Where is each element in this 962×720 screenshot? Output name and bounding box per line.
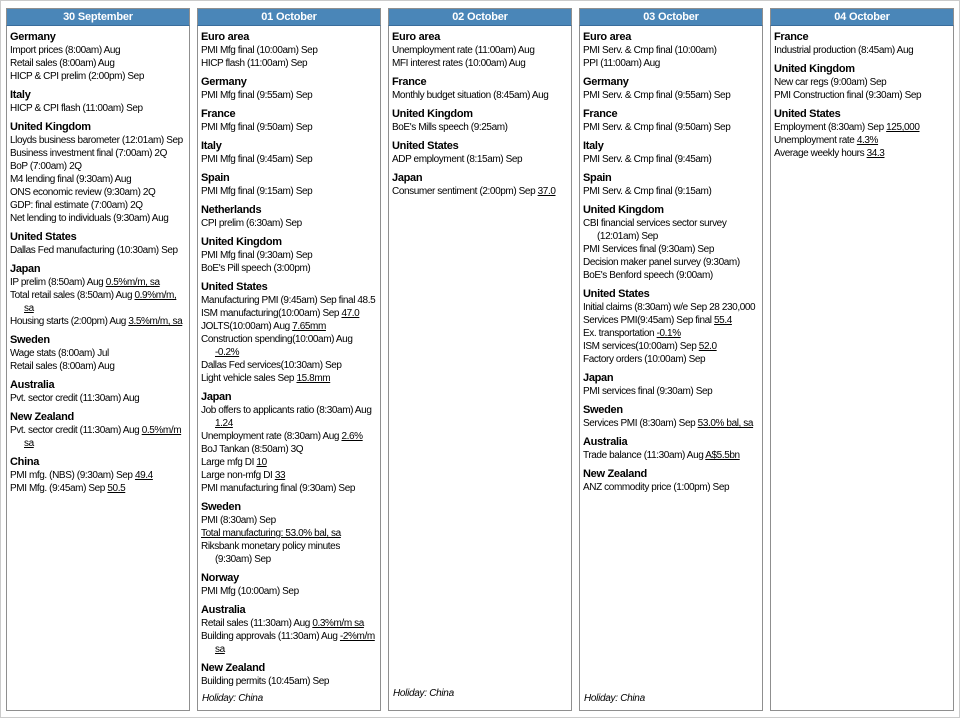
event-line [10, 244, 186, 257]
event-line [10, 276, 186, 289]
event-line [392, 121, 568, 134]
event-line [583, 217, 759, 243]
country-section [201, 140, 377, 166]
event-line [201, 469, 377, 482]
country-heading: Italy [201, 140, 222, 152]
country-heading: France [774, 31, 809, 43]
event-line [583, 57, 759, 70]
country-heading: Australia [10, 379, 55, 391]
country-section [201, 604, 377, 656]
event-text: PMI mfg. (NBS) (9:30am) Sep [10, 470, 133, 481]
event-line [10, 347, 186, 360]
event-line [201, 443, 377, 456]
event-text: PMI Serv. & Cmp final (9:45am) [583, 154, 712, 165]
event-line [583, 417, 759, 430]
country-heading: Spain [201, 172, 230, 184]
event-text: Riksbank monetary policy minutes (9:30am) Sep [201, 541, 340, 565]
country-heading: United Kingdom [774, 63, 855, 75]
event-value: 0.9%m/m, sa [24, 290, 177, 314]
event-text: Average weekly hours [774, 148, 865, 159]
event-line [10, 199, 186, 212]
country-heading: Italy [10, 89, 31, 101]
event-line [583, 353, 759, 366]
event-text: Trade balance (11:30am) Aug [583, 450, 704, 461]
event-text: PMI Serv. & Cmp final (9:15am) [583, 186, 712, 197]
country-section [10, 379, 186, 405]
country-heading: France [583, 108, 618, 120]
country-section [201, 281, 377, 385]
event-text: ADP employment (8:15am) Sep [392, 154, 523, 165]
event-text: PMI Mfg final (9:50am) Sep [201, 122, 313, 133]
event-text: Building approvals (11:30am) Aug [201, 631, 338, 642]
event-line [583, 153, 759, 166]
event-text: Industrial production (8:45am) Aug [774, 45, 914, 56]
country-heading: United Kingdom [10, 121, 91, 133]
country-heading: New Zealand [583, 468, 647, 480]
event-line [10, 134, 186, 147]
event-line [10, 173, 186, 186]
event-text: Unemployment rate (11:00am) Aug [392, 45, 535, 56]
country-section [583, 140, 759, 166]
event-line [201, 44, 377, 57]
event-text: HICP & CPI flash (11:00am) Sep [10, 103, 143, 114]
country-heading: New Zealand [10, 411, 74, 423]
event-line [583, 256, 759, 269]
country-heading: Germany [583, 76, 629, 88]
country-heading: France [201, 108, 236, 120]
country-heading: Australia [201, 604, 246, 616]
event-line [583, 89, 759, 102]
holiday-note: Holiday: China [584, 693, 645, 704]
country-section [10, 121, 186, 225]
event-line [201, 217, 377, 230]
holiday-note: Holiday: China [393, 688, 454, 699]
country-heading: Euro area [583, 31, 632, 43]
day-column-30-september [6, 8, 190, 711]
country-section [583, 404, 759, 430]
event-line [201, 262, 377, 275]
country-section [10, 263, 186, 328]
event-line [10, 315, 186, 328]
country-section [392, 76, 568, 102]
event-value: 2.6% [341, 431, 363, 442]
country-section [583, 31, 759, 70]
country-section [201, 236, 377, 275]
event-line [10, 289, 186, 315]
event-text: Initial claims (8:30am) w/e Sep 28 230,000 [583, 302, 756, 313]
event-text: Large non-mfg DI [201, 470, 273, 481]
country-section [392, 140, 568, 166]
country-section [392, 31, 568, 70]
country-heading: United States [392, 140, 459, 152]
event-line [583, 327, 759, 340]
country-section [583, 172, 759, 198]
event-text: PMI Mfg final (10:00am) Sep [201, 45, 318, 56]
country-section [10, 31, 186, 83]
country-heading: Sweden [10, 334, 50, 346]
event-line [201, 430, 377, 443]
country-section [201, 501, 377, 566]
event-text: Services PMI (8:30am) Sep [583, 418, 696, 429]
event-text: BoE's Mills speech (9:25am) [392, 122, 508, 133]
event-text: Housing starts (2:00pm) Aug [10, 316, 126, 327]
event-text: Employment (8:30am) Sep [774, 122, 884, 133]
event-line [201, 121, 377, 134]
event-line [201, 372, 377, 385]
holiday-note: Holiday: China [202, 693, 263, 704]
event-line [201, 294, 377, 307]
event-line [583, 385, 759, 398]
date-header: 30 September [6, 8, 190, 26]
country-heading: Euro area [201, 31, 250, 43]
event-text: Light vehicle sales Sep [201, 373, 295, 384]
event-text: BoJ Tankan (8:50am) 3Q [201, 444, 304, 455]
event-line [201, 540, 377, 566]
day-column-01-october [197, 8, 381, 711]
event-line [392, 57, 568, 70]
event-text: M4 lending final (9:30am) Aug [10, 174, 132, 185]
event-text: Pvt. sector credit (11:30am) Aug [10, 425, 140, 436]
event-value: 0.5%m/m sa [24, 425, 182, 449]
event-value: 0.5%m/m, sa [105, 277, 160, 288]
event-line [10, 70, 186, 83]
day-body [579, 26, 763, 711]
day-body [388, 26, 572, 711]
event-text: Consumer sentiment (2:00pm) Sep [392, 186, 536, 197]
event-text: Ex. transportation [583, 328, 655, 339]
country-heading: Euro area [392, 31, 441, 43]
event-line [774, 76, 950, 89]
event-value: 125,000 [886, 122, 920, 133]
event-text: PPI (11:00am) Aug [583, 58, 660, 69]
event-text: Building permits (10:45am) Sep [201, 676, 330, 687]
event-value: 49.4 [134, 470, 153, 481]
event-text: Business investment final (7:00am) 2Q [10, 148, 167, 159]
event-line [201, 185, 377, 198]
event-text: Dallas Fed services(10:30am) Sep [201, 360, 342, 371]
event-text: Monthly budget situation (8:45am) Aug [392, 90, 549, 101]
event-text: BoE's Benford speech (9:00am) [583, 270, 713, 281]
event-line [392, 89, 568, 102]
event-line [10, 360, 186, 373]
date-header: 01 October [197, 8, 381, 26]
country-heading: United Kingdom [583, 204, 664, 216]
country-heading: Italy [583, 140, 604, 152]
event-text: ONS economic review (9:30am) 2Q [10, 187, 156, 198]
event-text: PMI Services final (9:30am) Sep [583, 244, 714, 255]
date-header: 03 October [579, 8, 763, 26]
country-section [10, 231, 186, 257]
event-line [10, 424, 186, 450]
event-line [10, 57, 186, 70]
country-section [201, 108, 377, 134]
country-heading: United Kingdom [201, 236, 282, 248]
event-line [10, 212, 186, 225]
country-section [201, 662, 377, 688]
event-value: Total manufacturing: 53.0% bal, sa [201, 528, 341, 539]
event-text: ISM manufacturing(10:00am) Sep [201, 308, 340, 319]
country-heading: Spain [583, 172, 612, 184]
event-line [583, 449, 759, 462]
day-column-03-october [579, 8, 763, 711]
country-section [583, 468, 759, 494]
event-text: Factory orders (10:00am) Sep [583, 354, 706, 365]
event-line [583, 121, 759, 134]
event-line [583, 185, 759, 198]
event-text: MFI interest rates (10:00am) Aug [392, 58, 526, 69]
event-line [201, 320, 377, 333]
event-text: HICP flash (11:00am) Sep [201, 58, 308, 69]
country-section [583, 108, 759, 134]
country-section [201, 572, 377, 598]
country-heading: United States [583, 288, 650, 300]
country-heading: Norway [201, 572, 239, 584]
event-text: Job offers to applicants ratio (8:30am) Aug [201, 405, 372, 416]
country-heading: Australia [583, 436, 628, 448]
event-text: PMI Mfg final (9:45am) Sep [201, 154, 313, 165]
country-section [10, 456, 186, 495]
event-text: PMI Mfg final (9:30am) Sep [201, 250, 313, 261]
event-line [201, 456, 377, 469]
event-text: PMI Mfg final (9:55am) Sep [201, 90, 313, 101]
event-value: 37.0 [537, 186, 556, 197]
event-value: -2%m/m sa [215, 631, 375, 655]
event-text: New car regs (9:00am) Sep [774, 77, 887, 88]
country-section [774, 108, 950, 160]
event-line [201, 333, 377, 359]
country-section [774, 31, 950, 57]
country-section [392, 108, 568, 134]
event-text: PMI Serv. & Cmp final (10:00am) [583, 45, 717, 56]
event-value: 15.8mm [296, 373, 331, 384]
event-value: 1.24 [215, 418, 233, 429]
event-text: GDP: final estimate (7:00am) 2Q [10, 200, 143, 211]
event-line [10, 186, 186, 199]
country-heading: United States [201, 281, 268, 293]
country-section [201, 31, 377, 70]
event-line [201, 675, 377, 688]
country-heading: Sweden [201, 501, 241, 513]
event-line [392, 185, 568, 198]
event-value: -0.1% [656, 328, 681, 339]
event-line [392, 153, 568, 166]
event-value: 55.4 [714, 315, 732, 326]
event-value: 33 [274, 470, 286, 481]
event-text: PMI Mfg. (9:45am) Sep [10, 483, 105, 494]
event-text: Net lending to individuals (9:30am) Aug [10, 213, 169, 224]
country-heading: Japan [583, 372, 614, 384]
event-value: 10 [256, 457, 267, 468]
date-header: 02 October [388, 8, 572, 26]
event-text: BoP (7:00am) 2Q [10, 161, 82, 172]
event-text: PMI Serv. & Cmp final (9:55am) Sep [583, 90, 731, 101]
event-text: JOLTS(10:00am) Aug [201, 321, 290, 332]
day-column-02-october [388, 8, 572, 711]
event-line [583, 44, 759, 57]
event-text: Unemployment rate [774, 135, 855, 146]
event-line [201, 630, 377, 656]
event-text: Dallas Fed manufacturing (10:30am) Sep [10, 245, 178, 256]
country-section [10, 334, 186, 373]
event-text: Decision maker panel survey (9:30am) [583, 257, 740, 268]
country-section [583, 288, 759, 366]
event-line [10, 482, 186, 495]
event-value: 4.3% [856, 135, 879, 146]
event-line [201, 527, 377, 540]
event-line [392, 44, 568, 57]
event-value: A$5.5bn [705, 450, 740, 461]
event-text: Unemployment rate (8:30am) Aug [201, 431, 340, 442]
country-heading: Japan [201, 391, 232, 403]
day-column-04-october [770, 8, 954, 711]
event-line [583, 269, 759, 282]
day-body [770, 26, 954, 711]
event-line [201, 359, 377, 372]
country-heading: Germany [201, 76, 247, 88]
event-line [774, 121, 950, 134]
day-body [197, 26, 381, 711]
event-text: Construction spending(10:00am) Aug [201, 334, 353, 345]
country-section [774, 63, 950, 102]
event-line [201, 153, 377, 166]
event-line [583, 340, 759, 353]
event-line [583, 481, 759, 494]
event-text: PMI (8:30am) Sep [201, 515, 276, 526]
event-text: Retail sales (11:30am) Aug [201, 618, 310, 629]
event-text: CBI financial services sector survey (12:01am) Sep [583, 218, 727, 242]
country-heading: United States [10, 231, 77, 243]
event-line [774, 134, 950, 147]
event-line [201, 89, 377, 102]
event-text: Retail sales (8:00am) Aug [10, 58, 115, 69]
event-line [201, 307, 377, 320]
event-text: Large mfg DI [201, 457, 255, 468]
event-text: Pvt. sector credit (11:30am) Aug [10, 393, 140, 404]
country-heading: Netherlands [201, 204, 262, 216]
event-value: 50.5 [107, 483, 126, 494]
country-heading: Germany [10, 31, 56, 43]
event-line [583, 243, 759, 256]
event-line [774, 44, 950, 57]
country-section [10, 411, 186, 450]
event-text: PMI services final (9:30am) Sep [583, 386, 713, 397]
event-value: 3.5%m/m, sa [128, 316, 183, 327]
country-section [583, 76, 759, 102]
event-value: -0.2% [215, 347, 240, 358]
event-text: PMI Serv. & Cmp final (9:50am) Sep [583, 122, 731, 133]
event-line [201, 482, 377, 495]
event-text: PMI manufacturing final (9:30am) Sep [201, 483, 356, 494]
event-text: Import prices (8:00am) Aug [10, 45, 121, 56]
event-text: Lloyds business barometer (12:01am) Sep [10, 135, 183, 146]
country-heading: Sweden [583, 404, 623, 416]
event-line [583, 314, 759, 327]
event-line [201, 249, 377, 262]
event-value: 34.3 [866, 148, 885, 159]
event-text: Manufacturing PMI (9:45am) Sep final 48.5 [201, 295, 376, 306]
event-line [10, 147, 186, 160]
event-line [201, 617, 377, 630]
country-heading: Japan [392, 172, 423, 184]
event-value: 53.0% bal, sa [697, 418, 754, 429]
event-text: ANZ commodity price (1:00pm) Sep [583, 482, 730, 493]
event-text: IP prelim (8:50am) Aug [10, 277, 104, 288]
calendar-grid [6, 8, 954, 711]
event-value: 7.65mm [292, 321, 326, 332]
event-value: 52.0 [698, 341, 717, 352]
event-text: PMI Mfg final (9:15am) Sep [201, 186, 313, 197]
event-text: Total retail sales (8:50am) Aug [10, 290, 133, 301]
event-line [10, 44, 186, 57]
country-section [583, 436, 759, 462]
event-text: Wage stats (8:00am) Jul [10, 348, 109, 359]
country-heading: France [392, 76, 427, 88]
event-line [201, 514, 377, 527]
country-section [10, 89, 186, 115]
country-section [583, 372, 759, 398]
event-text: Services PMI(9:45am) Sep final [583, 315, 712, 326]
event-text: CPI prelim (6:30am) Sep [201, 218, 302, 229]
event-line [10, 102, 186, 115]
event-text: BoE's Pill speech (3:00pm) [201, 263, 311, 274]
event-value: 0.3%m/m sa [312, 618, 364, 629]
country-heading: United States [774, 108, 841, 120]
country-section [583, 204, 759, 282]
event-line [201, 57, 377, 70]
event-text: Retail sales (8:00am) Aug [10, 361, 115, 372]
day-body [6, 26, 190, 711]
event-line [774, 147, 950, 160]
event-text: ISM services(10:00am) Sep [583, 341, 697, 352]
country-section [201, 204, 377, 230]
event-line [10, 392, 186, 405]
event-line [201, 404, 377, 430]
event-line [583, 301, 759, 314]
event-line [10, 160, 186, 173]
country-heading: New Zealand [201, 662, 265, 674]
event-text: PMI Mfg (10:00am) Sep [201, 586, 299, 597]
country-section [201, 76, 377, 102]
country-section [201, 391, 377, 495]
country-section [392, 172, 568, 198]
country-heading: China [10, 456, 40, 468]
country-heading: Japan [10, 263, 41, 275]
event-line [10, 469, 186, 482]
event-text: HICP & CPI prelim (2:00pm) Sep [10, 71, 144, 82]
event-value: 47.0 [341, 308, 360, 319]
event-line [774, 89, 950, 102]
country-section [201, 172, 377, 198]
event-text: PMI Construction final (9:30am) Sep [774, 90, 922, 101]
event-line [201, 585, 377, 598]
country-heading: United Kingdom [392, 108, 473, 120]
date-header: 04 October [770, 8, 954, 26]
